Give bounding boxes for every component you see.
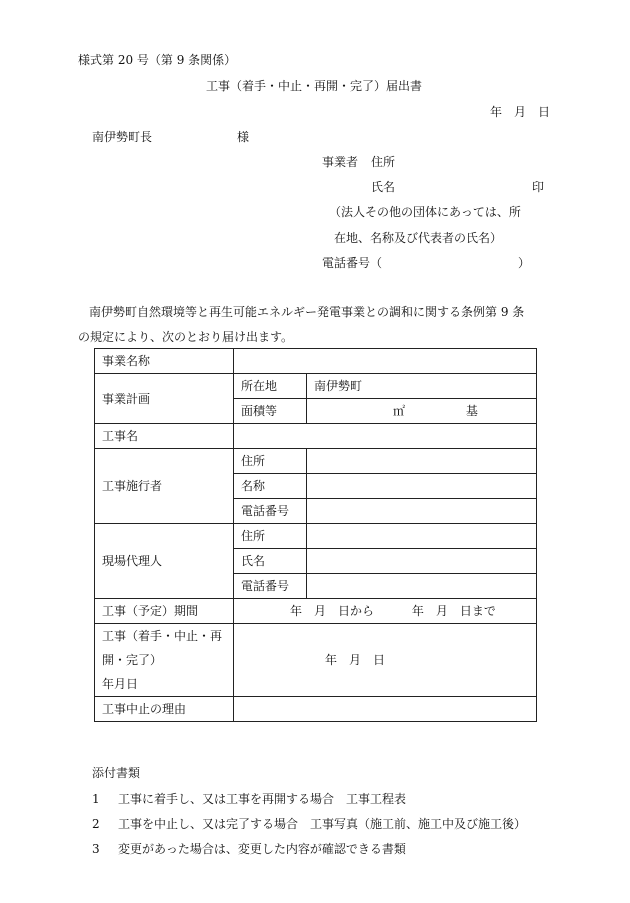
area-unit: ㎡ [393, 404, 406, 418]
contractor-label: 工事施行者 [95, 449, 234, 524]
table-row [95, 624, 537, 697]
status-date-field[interactable] [234, 624, 537, 697]
agent-name-field[interactable] [307, 549, 537, 574]
attachment-num: 2 [92, 817, 100, 831]
table-row [95, 449, 537, 474]
applicant-address-label: 住所 [371, 155, 396, 169]
addressee: 南伊勢町長 [92, 130, 153, 144]
table-row [95, 599, 537, 624]
status-date-value: 年 月 日 [325, 653, 386, 667]
status-label-line3: 年月日 [102, 677, 139, 691]
stop-reason-field[interactable] [234, 697, 537, 722]
table-row [95, 697, 537, 722]
status-label-line1: 工事（着手・中止・再 [102, 629, 223, 643]
work-name-field[interactable] [234, 424, 537, 449]
attachment-num: 1 [92, 792, 100, 806]
area-label: 面積等 [234, 399, 307, 424]
location-field[interactable]: 南伊勢町 [307, 374, 537, 399]
contractor-phone-label: 電話番号 [234, 499, 307, 524]
body-text-line2: の規定により、次のとおり届け出ます。 [78, 330, 294, 344]
period-from: 年 月 日から [290, 604, 375, 618]
attachments-heading: 添付書類 [92, 766, 141, 780]
table-row [95, 524, 537, 549]
agent-phone-field[interactable] [307, 574, 537, 599]
honorific: 様 [237, 130, 250, 144]
document-title: 工事（着手・中止・再開・完了）届出書 [206, 79, 423, 93]
table-row [95, 349, 537, 374]
contractor-address-field[interactable] [307, 449, 537, 474]
site-agent-label: 現場代理人 [95, 524, 234, 599]
attachment-text: 工事を中止し、又は完了する場合 工事写真（施工前、施工中及び施工後） [118, 817, 527, 831]
status-date-label [95, 624, 234, 697]
agent-address-field[interactable] [307, 524, 537, 549]
project-name-label: 事業名称 [95, 349, 234, 374]
attachment-text: 変更があった場合は、変更した内容が確認できる書類 [118, 842, 406, 856]
work-name-label: 工事名 [95, 424, 234, 449]
agent-name-label: 氏名 [234, 549, 307, 574]
period-label: 工事（予定）期間 [95, 599, 234, 624]
status-label-line2: 開・完了） [102, 653, 163, 667]
agent-phone-label: 電話番号 [234, 574, 307, 599]
contractor-phone-field[interactable] [307, 499, 537, 524]
location-label: 所在地 [234, 374, 307, 399]
seal-mark: 印 [532, 180, 545, 194]
period-to: 年 月 日まで [411, 604, 496, 618]
contractor-name-field[interactable] [307, 474, 537, 499]
notification-table [94, 348, 537, 722]
submission-date: 年 月 日 [490, 105, 551, 119]
applicant-role-label: 事業者 [322, 155, 359, 169]
contractor-name-label: 名称 [234, 474, 307, 499]
project-plan-label: 事業計画 [95, 374, 234, 424]
corp-note-line2: 在地、名称及び代表者の氏名） [334, 231, 503, 245]
project-name-field[interactable] [234, 349, 537, 374]
table-row [95, 424, 537, 449]
applicant-phone-label: 電話番号（ [322, 256, 383, 270]
period-field[interactable] [234, 599, 537, 624]
corp-note-line1: （法人その他の団体にあっては、所 [329, 205, 521, 219]
contractor-address-label: 住所 [234, 449, 307, 474]
area-field[interactable] [307, 399, 537, 424]
form-number: 様式第 20 号（第 9 条関係） [78, 53, 237, 67]
applicant-phone-close: ） [518, 256, 531, 270]
count-unit: 基 [465, 404, 478, 418]
body-text-line1: 南伊勢町自然環境等と再生可能エネルギー発電事業との調和に関する条例第 9 条 [89, 305, 525, 319]
table-row [95, 374, 537, 399]
applicant-name-label: 氏名 [371, 180, 396, 194]
stop-reason-label: 工事中止の理由 [95, 697, 234, 722]
attachment-text: 工事に着手し、又は工事を再開する場合 工事工程表 [118, 792, 407, 806]
agent-address-label: 住所 [234, 524, 307, 549]
attachment-num: 3 [92, 842, 100, 856]
